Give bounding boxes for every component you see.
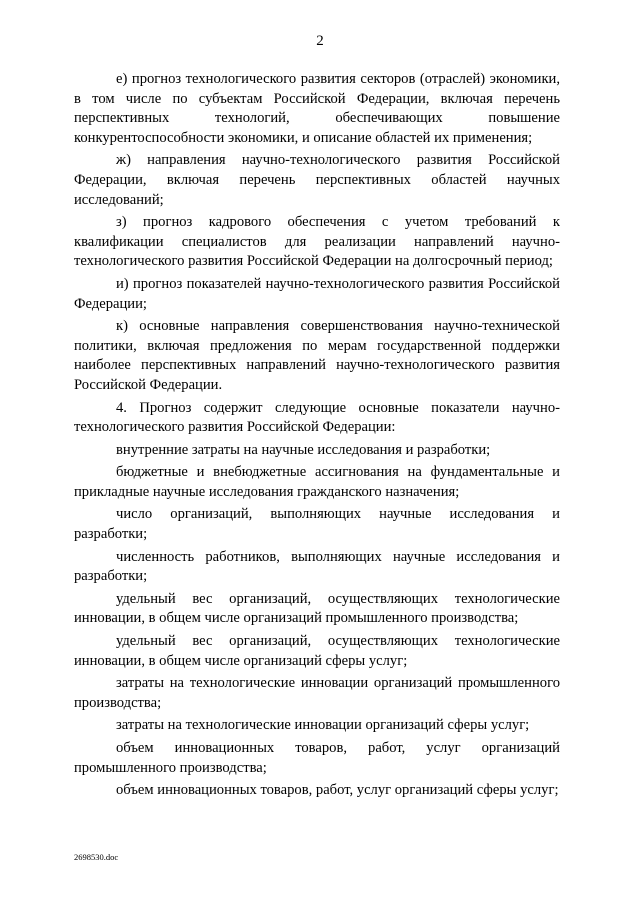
document-body bbox=[74, 70, 560, 801]
indicator-item: затраты на технологические инновации организаций сферы услуг; bbox=[116, 717, 530, 734]
indicator-item: объем инновационных товаров, работ, услуг организаций сферы услуг; bbox=[116, 782, 559, 799]
indicator-item: затраты на технологические инновации организаций промышленного производства; bbox=[74, 675, 560, 711]
indicator-item: бюджетные и внебюджетные ассигнования на фундаментальные и прикладные научные исследования гражданского назначения; bbox=[74, 464, 560, 500]
indicator-item: численность работников, выполняющих научные исследования и разработки; bbox=[74, 548, 560, 585]
indicator-item: объем инновационных товаров, работ, услуг организаций промышленного производства; bbox=[74, 740, 560, 776]
paragraph-item-i: и) прогноз показателей научно-технологического развития Российской Федерации; bbox=[74, 275, 560, 312]
file-name-footer: 2698530.doc bbox=[74, 852, 119, 862]
paragraph-item-e: е) прогноз технологического развития секторов (отраслей) экономики, в том числе по субъектам Российской Федерации, включая перечень перспективных технологий, обеспечивающих повышение конкурентоспособности экономики, и описание областей их применения; bbox=[74, 71, 560, 146]
paragraph-item-z: з) прогноз кадрового обеспечения с учетом требований к квалификации специалистов для реализации направлений научно-технологического развития Российской Федерации на долгосрочный период; bbox=[74, 214, 560, 270]
paragraph-item-zh: ж) направления научно-технологического развития Российской Федерации, включая перечень перспективных областей научных исследований; bbox=[74, 152, 560, 208]
indicator-item: удельный вес организаций, осуществляющих технологические инновации, в общем числе организаций сферы услуг; bbox=[74, 633, 560, 669]
paragraph-section-4: 4. Прогноз содержит следующие основные показатели научно-технологического развития Российской Федерации: bbox=[74, 399, 560, 436]
page-number: 2 bbox=[316, 33, 324, 49]
paragraph-item-k: к) основные направления совершенствования научно-технической политики, включая предложения по мерам государственной поддержки наиболее перспективных направлений научно-технологического развития Российской Федерации. bbox=[74, 318, 560, 393]
indicator-item: удельный вес организаций, осуществляющих технологические инновации, в общем числе организаций промышленного производства; bbox=[74, 590, 560, 627]
indicator-item: число организаций, выполняющих научные исследования и разработки; bbox=[74, 506, 560, 543]
indicator-item: внутренние затраты на научные исследования и разработки; bbox=[116, 441, 491, 458]
